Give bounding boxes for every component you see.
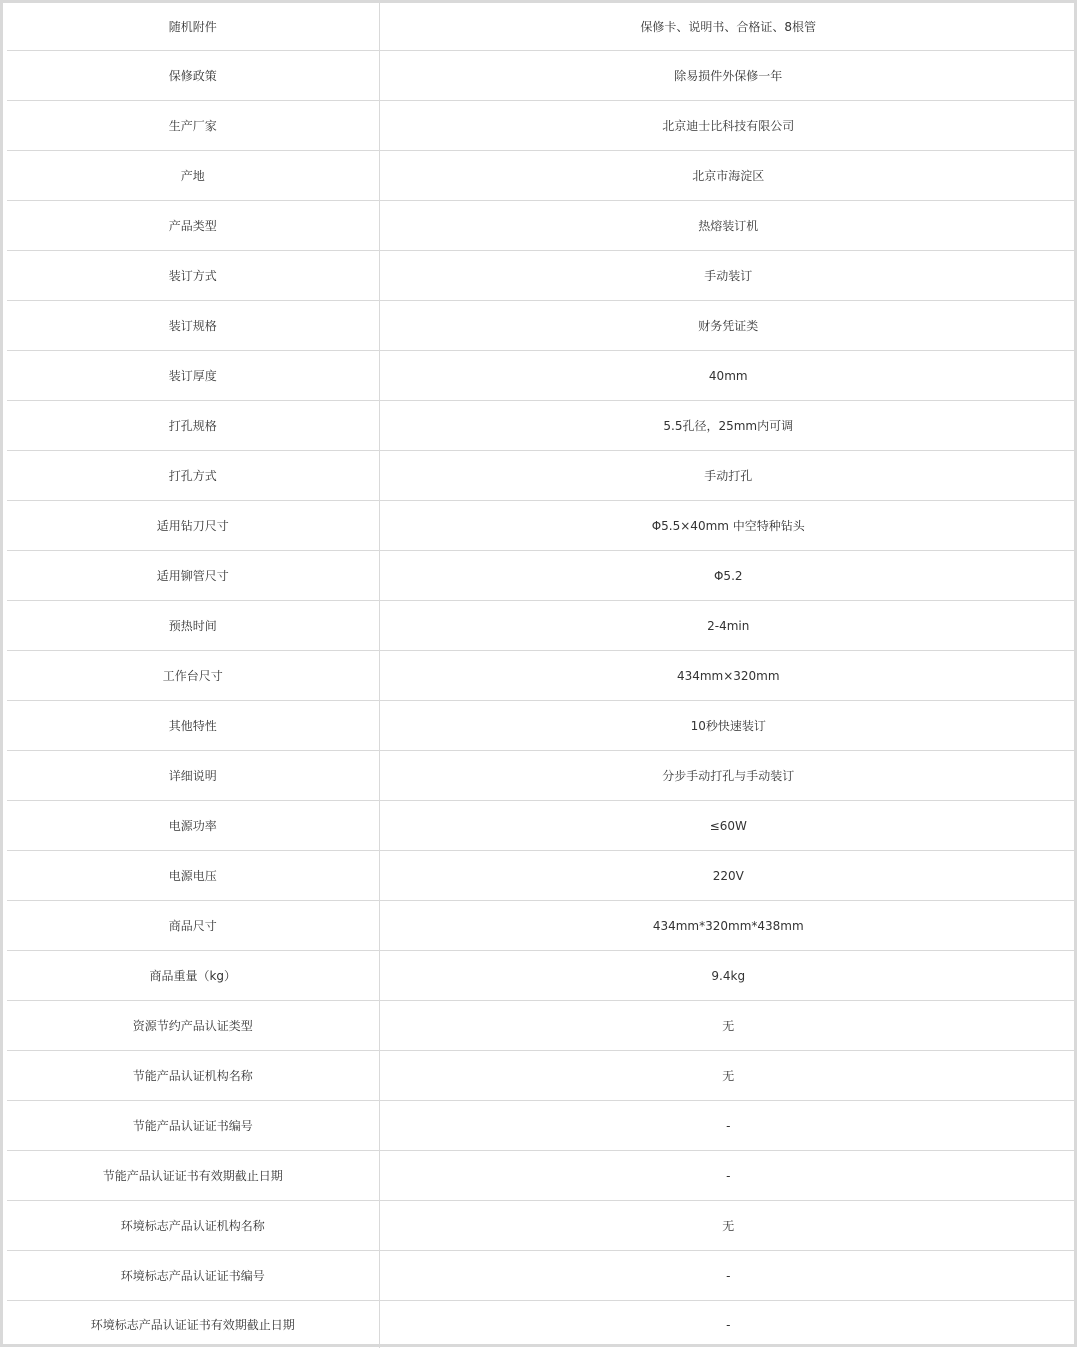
table-row [7, 651, 1077, 701]
spec-value: - [379, 1301, 1077, 1348]
spec-label: 适用铆管尺寸 [7, 551, 379, 601]
table-row [7, 951, 1077, 1001]
spec-label: 生产厂家 [7, 101, 379, 151]
spec-label: 环境标志产品认证证书有效期截止日期 [7, 1301, 379, 1348]
table-row [7, 601, 1077, 651]
table-row [7, 351, 1077, 401]
spec-table [7, 3, 1077, 1348]
spec-value: 财务凭证类 [379, 301, 1077, 351]
table-row [7, 1001, 1077, 1051]
table-row [7, 251, 1077, 301]
table-row [7, 401, 1077, 451]
spec-value: 除易损件外保修一年 [379, 51, 1077, 101]
spec-label: 装订厚度 [7, 351, 379, 401]
spec-label: 节能产品认证证书有效期截止日期 [7, 1151, 379, 1201]
spec-label: 商品尺寸 [7, 901, 379, 951]
spec-table-body [7, 3, 1077, 1348]
spec-value: 5.5孔径，25mm内可调 [379, 401, 1077, 451]
spec-label: 随机附件 [7, 3, 379, 51]
table-row [7, 501, 1077, 551]
spec-value: 保修卡、说明书、合格证、8根管 [379, 3, 1077, 51]
table-row [7, 801, 1077, 851]
table-row [7, 901, 1077, 951]
spec-value: 40mm [379, 351, 1077, 401]
spec-label: 节能产品认证证书编号 [7, 1101, 379, 1151]
spec-label: 装订规格 [7, 301, 379, 351]
table-row [7, 1251, 1077, 1301]
spec-value: Φ5.2 [379, 551, 1077, 601]
table-row [7, 101, 1077, 151]
table-row [7, 701, 1077, 751]
spec-label: 适用钻刀尺寸 [7, 501, 379, 551]
spec-value: - [379, 1151, 1077, 1201]
spec-label: 环境标志产品认证机构名称 [7, 1201, 379, 1251]
table-row [7, 851, 1077, 901]
spec-value: 2-4min [379, 601, 1077, 651]
spec-value: 无 [379, 1201, 1077, 1251]
table-row [7, 1101, 1077, 1151]
spec-label: 打孔规格 [7, 401, 379, 451]
spec-label: 详细说明 [7, 751, 379, 801]
spec-value: - [379, 1251, 1077, 1301]
table-row [7, 51, 1077, 101]
spec-value: 434mm*320mm*438mm [379, 901, 1077, 951]
table-row [7, 551, 1077, 601]
table-row [7, 1201, 1077, 1251]
spec-value: 手动装订 [379, 251, 1077, 301]
spec-label: 工作台尺寸 [7, 651, 379, 701]
spec-value: 10秒快速装订 [379, 701, 1077, 751]
table-row [7, 1151, 1077, 1201]
spec-value: 热熔装订机 [379, 201, 1077, 251]
spec-value: 分步手动打孔与手动装订 [379, 751, 1077, 801]
spec-value: 220V [379, 851, 1077, 901]
table-row [7, 301, 1077, 351]
spec-label: 节能产品认证机构名称 [7, 1051, 379, 1101]
spec-value: 无 [379, 1051, 1077, 1101]
spec-label: 电源电压 [7, 851, 379, 901]
spec-label: 电源功率 [7, 801, 379, 851]
spec-value: Φ5.5×40mm 中空特种钻头 [379, 501, 1077, 551]
table-row [7, 1051, 1077, 1101]
spec-value: ≤60W [379, 801, 1077, 851]
spec-label: 产地 [7, 151, 379, 201]
table-row [7, 3, 1077, 51]
spec-label: 商品重量（kg） [7, 951, 379, 1001]
table-row [7, 751, 1077, 801]
spec-value: 无 [379, 1001, 1077, 1051]
table-row [7, 451, 1077, 501]
spec-value: 9.4kg [379, 951, 1077, 1001]
spec-label: 其他特性 [7, 701, 379, 751]
spec-label: 预热时间 [7, 601, 379, 651]
spec-label: 产品类型 [7, 201, 379, 251]
spec-label: 装订方式 [7, 251, 379, 301]
table-row [7, 1301, 1077, 1348]
spec-value: 北京迪士比科技有限公司 [379, 101, 1077, 151]
table-row [7, 201, 1077, 251]
spec-label: 保修政策 [7, 51, 379, 101]
spec-value: 北京市海淀区 [379, 151, 1077, 201]
spec-value: - [379, 1101, 1077, 1151]
spec-label: 环境标志产品认证证书编号 [7, 1251, 379, 1301]
spec-value: 434mm×320mm [379, 651, 1077, 701]
spec-label: 资源节约产品认证类型 [7, 1001, 379, 1051]
table-row [7, 151, 1077, 201]
spec-label: 打孔方式 [7, 451, 379, 501]
spec-value: 手动打孔 [379, 451, 1077, 501]
